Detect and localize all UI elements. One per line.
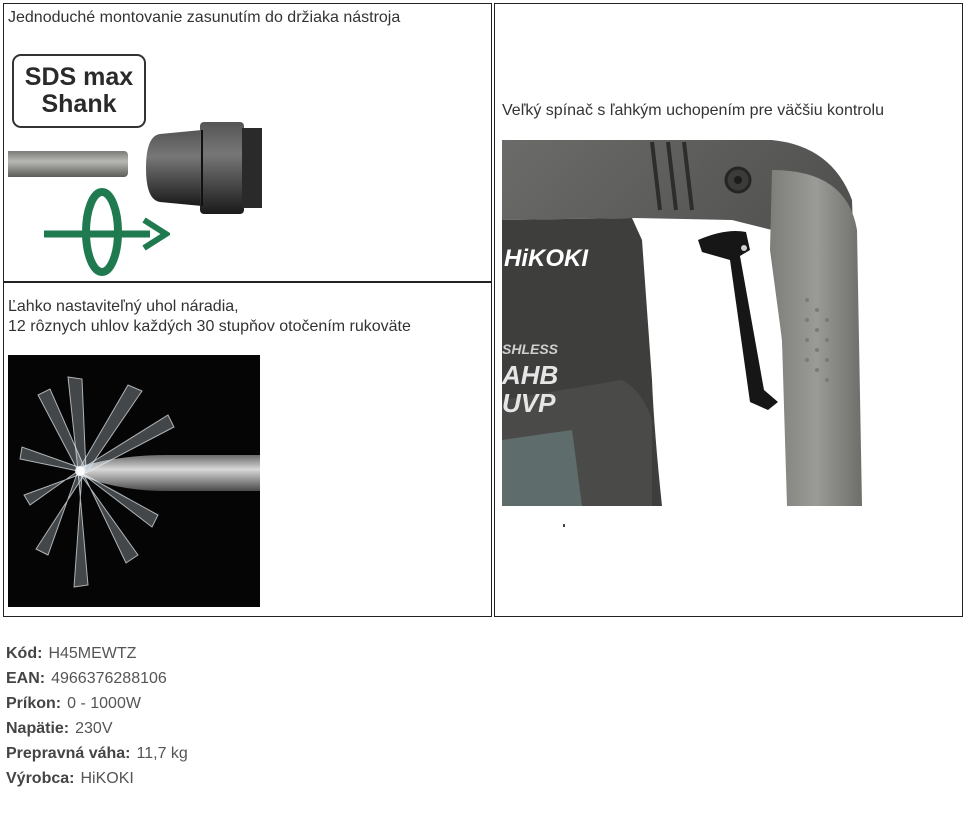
spec-value: 4966376288106 [51, 670, 167, 687]
caption-line: Veľký spínač s ľahkým uchopením pre väčšiu kontrolu [502, 102, 884, 119]
spec-row-weight [6, 741, 188, 766]
spec-label: Príkon: [6, 695, 62, 712]
spec-row-code [6, 641, 188, 666]
side-print: AHB [502, 360, 559, 390]
badge-line: SDS max [24, 63, 134, 91]
caption-line: Jednoduché montovanie zasunutím do držiaka nástroja [8, 9, 401, 26]
feature-cell-sds-max [3, 3, 492, 282]
spec-label: Napätie: [6, 720, 70, 737]
feature-caption [502, 101, 884, 121]
spec-row-power [6, 691, 188, 716]
spec-value: HiKOKI [80, 770, 134, 787]
spec-row-ean [6, 666, 188, 691]
demolition-hammer-image [502, 140, 870, 506]
caption-line: Ľahko nastaviteľný uhol náradia, [8, 298, 239, 315]
feature-cell-angle [3, 282, 492, 617]
chisel-angles-image [8, 355, 260, 607]
spec-label: Výrobca: [6, 770, 75, 787]
spec-value: 11,7 kg [136, 745, 188, 762]
feature-caption [8, 8, 400, 28]
badge-line: Shank [41, 90, 117, 118]
product-specs [6, 641, 188, 791]
side-print: SHLESS [502, 341, 559, 357]
spec-value: 0 - 1000W [67, 695, 141, 712]
feature-cell-trigger [494, 3, 963, 617]
spec-label: Prepravná váha: [6, 745, 131, 762]
side-print: UVP [502, 388, 556, 418]
sds-max-badge [12, 54, 146, 128]
caption-line: 12 rôznych uhlov každých 30 stupňov otočením rukoväte [8, 318, 411, 335]
spec-row-manufacturer [6, 766, 188, 791]
spec-label: EAN: [6, 670, 46, 687]
spec-value: 230V [75, 720, 113, 737]
spec-value: H45MEWTZ [48, 645, 137, 662]
spec-label: Kód: [6, 645, 43, 662]
bit-shank-image [8, 151, 128, 177]
stray-mark [563, 524, 565, 527]
rotate-arrow-icon [40, 186, 170, 276]
spec-row-voltage [6, 716, 188, 741]
brand-print: HiKOKI [504, 245, 588, 272]
feature-grid [3, 3, 963, 617]
feature-caption [8, 297, 411, 337]
